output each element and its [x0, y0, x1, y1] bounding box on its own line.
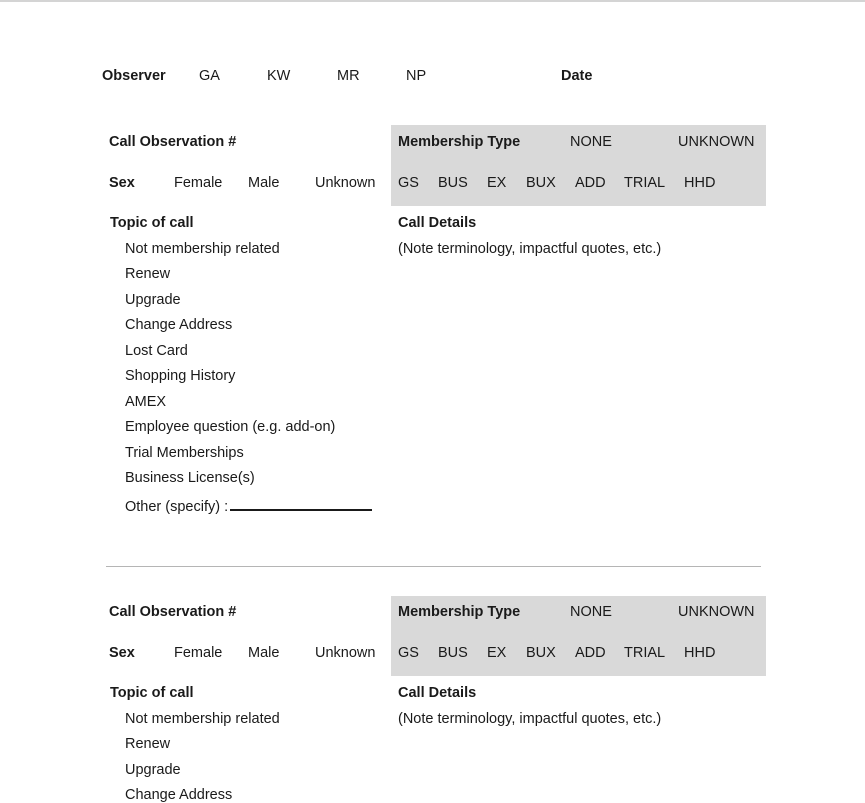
topic-of-call-label: Topic of call: [110, 685, 194, 701]
topic-item[interactable]: Upgrade: [125, 292, 181, 308]
membership-option-ex[interactable]: EX: [487, 645, 507, 661]
topic-item-other: [125, 496, 372, 515]
topic-other-label: Other (specify) :: [125, 499, 229, 515]
topic-item[interactable]: Not membership related: [125, 711, 280, 727]
topic-item[interactable]: Business License(s): [125, 470, 255, 486]
observer-option-np[interactable]: NP: [406, 68, 427, 84]
membership-option-add[interactable]: ADD: [575, 175, 606, 191]
call-observation-label: Call Observation #: [109, 604, 237, 620]
topic-item[interactable]: Shopping History: [125, 368, 236, 384]
membership-type-label: Membership Type: [398, 604, 521, 620]
sex-label: Sex: [109, 175, 135, 191]
membership-option-hhd[interactable]: HHD: [684, 645, 716, 661]
sex-option-male[interactable]: Male: [248, 175, 280, 191]
topic-item[interactable]: Employee question (e.g. add-on): [125, 419, 336, 435]
membership-option-trial[interactable]: TRIAL: [624, 175, 666, 191]
observer-option-ga[interactable]: GA: [199, 68, 220, 84]
topic-of-call-label: Topic of call: [110, 215, 194, 231]
membership-option-unknown[interactable]: UNKNOWN: [678, 604, 755, 620]
call-details-hint: (Note terminology, impactful quotes, etc.): [398, 711, 662, 727]
section-divider: [106, 566, 761, 567]
topic-item[interactable]: Change Address: [125, 317, 233, 333]
observer-option-kw[interactable]: KW: [267, 68, 291, 84]
topic-item[interactable]: Change Address: [125, 787, 233, 803]
date-label: Date: [561, 68, 593, 84]
other-specify-field[interactable]: [230, 496, 372, 511]
topic-item[interactable]: Lost Card: [125, 343, 188, 359]
topic-item[interactable]: AMEX: [125, 394, 167, 410]
sex-option-unknown[interactable]: Unknown: [315, 175, 376, 191]
membership-type-label: Membership Type: [398, 134, 521, 150]
call-details-label: Call Details: [398, 215, 477, 231]
sex-option-female[interactable]: Female: [174, 175, 223, 191]
observer-label: Observer: [102, 68, 166, 84]
sex-option-male[interactable]: Male: [248, 645, 280, 661]
topic-item[interactable]: Renew: [125, 736, 171, 752]
membership-option-trial[interactable]: TRIAL: [624, 645, 666, 661]
membership-option-gs[interactable]: GS: [398, 175, 419, 191]
membership-option-bus[interactable]: BUS: [438, 175, 468, 191]
topic-item[interactable]: Upgrade: [125, 762, 181, 778]
membership-option-none[interactable]: NONE: [570, 604, 612, 620]
membership-option-bus[interactable]: BUS: [438, 645, 468, 661]
membership-option-gs[interactable]: GS: [398, 645, 419, 661]
sex-option-unknown[interactable]: Unknown: [315, 645, 376, 661]
membership-option-add[interactable]: ADD: [575, 645, 606, 661]
sex-option-female[interactable]: Female: [174, 645, 223, 661]
membership-option-unknown[interactable]: UNKNOWN: [678, 134, 755, 150]
call-details-label: Call Details: [398, 685, 477, 701]
call-observation-label: Call Observation #: [109, 134, 237, 150]
observer-option-mr[interactable]: MR: [337, 68, 360, 84]
top-border: [0, 0, 865, 2]
topic-item[interactable]: Trial Memberships: [125, 445, 244, 461]
topic-item[interactable]: Renew: [125, 266, 171, 282]
membership-option-ex[interactable]: EX: [487, 175, 507, 191]
membership-option-bux[interactable]: BUX: [526, 175, 556, 191]
sex-label: Sex: [109, 645, 135, 661]
topic-item[interactable]: Not membership related: [125, 241, 280, 257]
membership-option-bux[interactable]: BUX: [526, 645, 556, 661]
call-details-hint: (Note terminology, impactful quotes, etc.): [398, 241, 662, 257]
membership-option-hhd[interactable]: HHD: [684, 175, 716, 191]
membership-option-none[interactable]: NONE: [570, 134, 612, 150]
